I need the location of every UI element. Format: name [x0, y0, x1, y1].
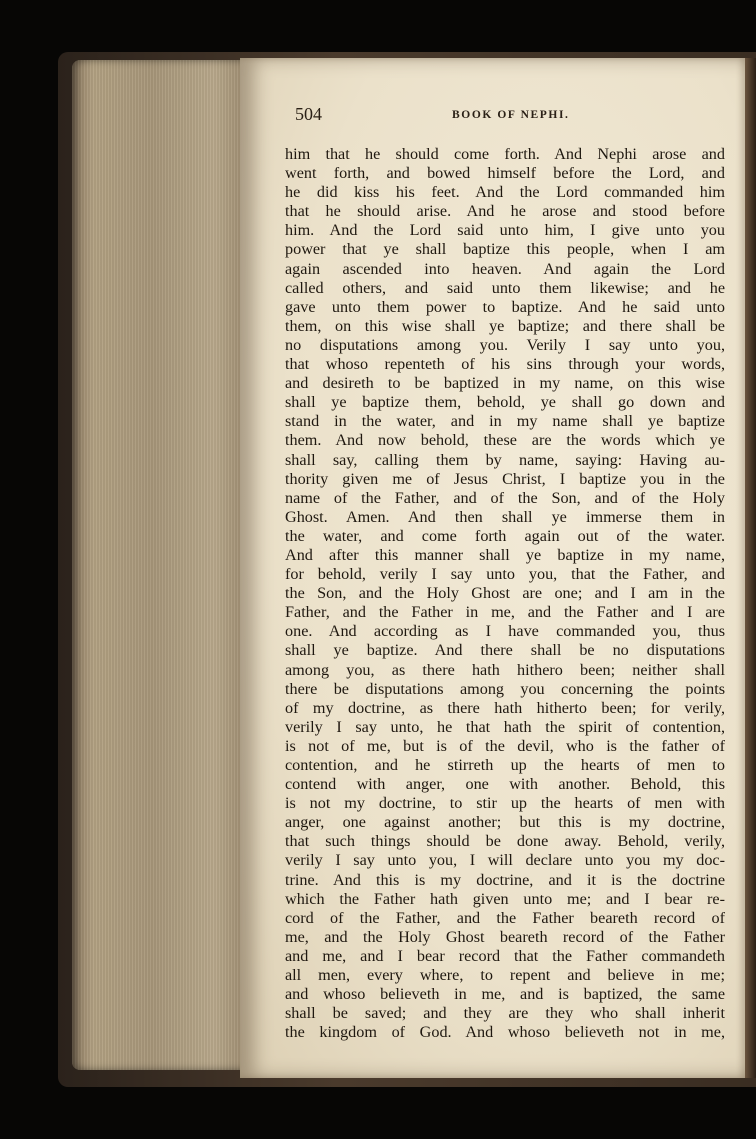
text-line: the kingdom of God. And whoso believeth not in me,: [285, 1023, 725, 1042]
text-line: is not my doctrine, to stir up the hearts of men with: [285, 794, 725, 813]
text-line: thority given me of Jesus Christ, I baptize you in the: [285, 469, 725, 488]
text-line: stand in the water, and in my name shall ye baptize: [285, 412, 725, 431]
text-line: And after this manner shall ye baptize in my name,: [285, 545, 725, 564]
text-line: me, and the Holy Ghost beareth record of the Father: [285, 927, 725, 946]
text-line: verily I say unto you, I will declare unto you my doc-: [285, 851, 725, 870]
body-text: [285, 145, 725, 1042]
text-line: and me, and I bear record that the Father commandeth: [285, 946, 725, 965]
text-line: verily I say unto, he that hath the spirit of contention,: [285, 717, 725, 736]
text-line: he did kiss his feet. And the Lord commanded him: [285, 183, 725, 202]
text-line: him. And the Lord said unto him, I give unto you: [285, 221, 725, 240]
running-head: [295, 104, 725, 130]
text-line: them. And now behold, these are the words which ye: [285, 431, 725, 450]
text-line: shall ye baptize them, behold, ye shall go down and: [285, 393, 725, 412]
text-line: shall say, calling them by name, saying: Having au-: [285, 450, 725, 469]
text-line: went forth, and bowed himself before the Lord, and: [285, 164, 725, 183]
text-line: Ghost. Amen. And then shall ye immerse them in: [285, 507, 725, 526]
text-line: cord of the Father, and the Father beareth record of: [285, 908, 725, 927]
text-line: that whoso repenteth of his sins through your words,: [285, 355, 725, 374]
text-line: them, on this wise shall ye baptize; and there shall be: [285, 316, 725, 335]
text-line: that he should arise. And he arose and stood before: [285, 202, 725, 221]
text-line: of my doctrine, as there hath hitherto been; for verily,: [285, 698, 725, 717]
text-line: and desireth to be baptized in my name, on this wise: [285, 374, 725, 393]
text-line: him that he should come forth. And Nephi arose and: [285, 145, 725, 163]
text-line: all men, every where, to repent and believe in me;: [285, 966, 725, 985]
text-line: is not of me, but is of the devil, who is the father of: [285, 736, 725, 755]
text-line: again ascended into heaven. And again the Lord: [285, 259, 725, 278]
book-binding-edge: [745, 58, 756, 1078]
text-line: called others, and said unto them likewise; and he: [285, 278, 725, 297]
text-line: power that ye shall baptize this people, when I am: [285, 240, 725, 259]
text-line: that such things should be done away. Behold, verily,: [285, 832, 725, 851]
text-line: name of the Father, and of the Son, and of the Holy: [285, 488, 725, 507]
text-line: gave unto them power to baptize. And he said unto: [285, 297, 725, 316]
text-line: no disputations among you. Verily I say unto you,: [285, 335, 725, 354]
text-line: which the Father hath given unto me; and I bear re-: [285, 889, 725, 908]
text-line: contend with anger, one with another. Behold, this: [285, 775, 725, 794]
text-line: trine. And this is my doctrine, and it is the doctrine: [285, 870, 725, 889]
text-line: among you, as there hath hithero been; neither shall: [285, 660, 725, 679]
text-line: one. And according as I have commanded you, thus: [285, 622, 725, 641]
page-edges: [72, 60, 250, 1070]
text-line: for behold, verily I say unto you, that the Father, and: [285, 565, 725, 584]
page-number: 504: [295, 104, 322, 124]
text-line: anger, one against another; but this is my doctrine,: [285, 813, 725, 832]
text-line: the Son, and the Holy Ghost are one; and I am in the: [285, 584, 725, 603]
text-line: contention, and he stirreth up the hearts of men to: [285, 756, 725, 774]
text-line: and whoso believeth in me, and is baptized, the same: [285, 985, 725, 1004]
text-line: there be disputations among you concerning the points: [285, 679, 725, 698]
text-line: shall be saved; and they are they who shall inherit: [285, 1004, 725, 1023]
running-title: BOOK OF NEPHI.: [452, 109, 570, 121]
text-line: Father, and the Father in me, and the Father and I are: [285, 603, 725, 622]
text-line: shall ye baptize. And there shall be no disputations: [285, 641, 725, 660]
text-line: the water, and come forth again out of the water.: [285, 526, 725, 545]
